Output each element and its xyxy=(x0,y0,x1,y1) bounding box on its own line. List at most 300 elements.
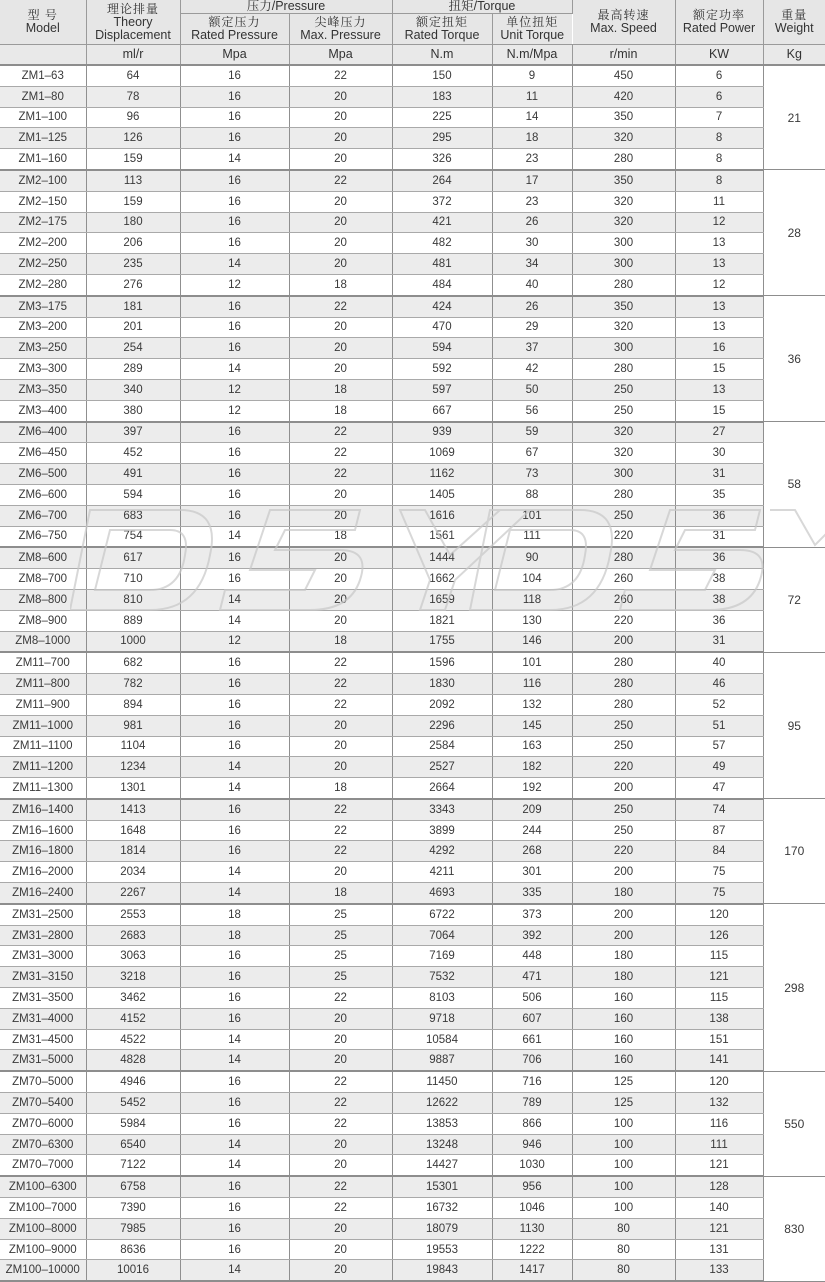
table-row xyxy=(0,464,825,485)
cell-unit-torque: 1030 xyxy=(492,1155,572,1176)
cell-rated-torque: 7169 xyxy=(392,946,492,967)
table-row xyxy=(0,1239,825,1260)
cell-rated-power: 13 xyxy=(675,379,763,400)
cell-displacement: 380 xyxy=(86,400,180,421)
table-row xyxy=(0,631,825,652)
cell-max-pressure: 20 xyxy=(289,1218,392,1239)
cell-rated-torque: 11450 xyxy=(392,1071,492,1092)
cell-unit-torque: 1046 xyxy=(492,1198,572,1219)
cell-max-speed: 250 xyxy=(572,505,675,526)
cell-max-speed: 250 xyxy=(572,799,675,820)
header-rated-power-cn: 额定功率 xyxy=(693,8,746,22)
cell-rated-torque: 19553 xyxy=(392,1239,492,1260)
cell-unit-torque: 1417 xyxy=(492,1260,572,1281)
header-rated-torque xyxy=(392,14,492,45)
unit-weight: Kg xyxy=(763,45,825,66)
cell-rated-torque: 16732 xyxy=(392,1198,492,1219)
cell-max-pressure: 20 xyxy=(289,547,392,568)
cell-displacement: 5452 xyxy=(86,1093,180,1114)
cell-rated-pressure: 12 xyxy=(180,400,289,421)
cell-rated-torque: 19843 xyxy=(392,1260,492,1281)
cell-rated-pressure: 16 xyxy=(180,736,289,757)
cell-model: ZM3–250 xyxy=(0,338,86,359)
cell-displacement: 1301 xyxy=(86,778,180,799)
cell-rated-torque: 421 xyxy=(392,212,492,233)
table-row xyxy=(0,379,825,400)
cell-rated-torque: 481 xyxy=(392,254,492,275)
cell-model: ZM100–10000 xyxy=(0,1260,86,1281)
cell-unit-torque: 101 xyxy=(492,505,572,526)
cell-max-pressure: 22 xyxy=(289,820,392,841)
cell-rated-torque: 1561 xyxy=(392,526,492,547)
cell-model: ZM31–3150 xyxy=(0,967,86,988)
cell-rated-pressure: 18 xyxy=(180,925,289,946)
cell-rated-pressure: 14 xyxy=(180,610,289,631)
cell-displacement: 289 xyxy=(86,359,180,380)
cell-max-pressure: 20 xyxy=(289,86,392,107)
cell-model: ZM1–160 xyxy=(0,149,86,170)
cell-rated-pressure: 16 xyxy=(180,1071,289,1092)
cell-max-speed: 420 xyxy=(572,86,675,107)
header-max-speed-cn: 最高转速 xyxy=(597,8,650,22)
cell-weight: 58 xyxy=(763,422,825,548)
cell-rated-power: 126 xyxy=(675,925,763,946)
cell-displacement: 2553 xyxy=(86,904,180,925)
header-model xyxy=(0,0,86,45)
cell-rated-torque: 1821 xyxy=(392,610,492,631)
cell-unit-torque: 17 xyxy=(492,170,572,191)
cell-rated-power: 46 xyxy=(675,674,763,695)
unit-rated-power: KW xyxy=(675,45,763,66)
cell-rated-torque: 4211 xyxy=(392,862,492,883)
cell-model: ZM6–700 xyxy=(0,505,86,526)
cell-unit-torque: 111 xyxy=(492,526,572,547)
cell-max-pressure: 20 xyxy=(289,317,392,338)
table-row xyxy=(0,1029,825,1050)
cell-model: ZM70–6300 xyxy=(0,1134,86,1155)
cell-rated-pressure: 16 xyxy=(180,799,289,820)
cell-displacement: 1234 xyxy=(86,757,180,778)
cell-rated-torque: 9718 xyxy=(392,1008,492,1029)
cell-max-pressure: 20 xyxy=(289,862,392,883)
cell-rated-power: 132 xyxy=(675,1093,763,1114)
cell-max-pressure: 20 xyxy=(289,338,392,359)
table-row xyxy=(0,547,825,568)
cell-rated-power: 133 xyxy=(675,1260,763,1281)
cell-rated-torque: 1444 xyxy=(392,547,492,568)
cell-rated-pressure: 16 xyxy=(180,338,289,359)
cell-max-speed: 250 xyxy=(572,736,675,757)
cell-model: ZM3–350 xyxy=(0,379,86,400)
table-row xyxy=(0,170,825,191)
cell-rated-pressure: 14 xyxy=(180,526,289,547)
cell-max-pressure: 25 xyxy=(289,946,392,967)
cell-max-speed: 350 xyxy=(572,170,675,191)
cell-model: ZM100–9000 xyxy=(0,1239,86,1260)
table-row xyxy=(0,1260,825,1281)
cell-max-speed: 260 xyxy=(572,589,675,610)
cell-rated-pressure: 14 xyxy=(180,862,289,883)
cell-rated-power: 47 xyxy=(675,778,763,799)
header-unit-torque-en: Unit Torque xyxy=(500,28,565,42)
cell-rated-power: 38 xyxy=(675,569,763,590)
cell-unit-torque: 37 xyxy=(492,338,572,359)
cell-model: ZM1–125 xyxy=(0,128,86,149)
cell-max-speed: 200 xyxy=(572,631,675,652)
cell-rated-torque: 18079 xyxy=(392,1218,492,1239)
header-rated-pressure-en: Rated Pressure xyxy=(191,28,278,42)
cell-unit-torque: 661 xyxy=(492,1029,572,1050)
cell-weight: 28 xyxy=(763,170,825,296)
cell-model: ZM6–750 xyxy=(0,526,86,547)
cell-max-pressure: 22 xyxy=(289,422,392,443)
cell-rated-power: 84 xyxy=(675,841,763,862)
cell-max-speed: 180 xyxy=(572,883,675,904)
cell-max-pressure: 20 xyxy=(289,505,392,526)
cell-max-speed: 100 xyxy=(572,1113,675,1134)
cell-max-speed: 180 xyxy=(572,967,675,988)
cell-model: ZM70–7000 xyxy=(0,1155,86,1176)
cell-max-pressure: 22 xyxy=(289,1071,392,1092)
cell-rated-torque: 2092 xyxy=(392,694,492,715)
cell-displacement: 4522 xyxy=(86,1029,180,1050)
cell-model: ZM70–6000 xyxy=(0,1113,86,1134)
cell-model: ZM31–2800 xyxy=(0,925,86,946)
cell-displacement: 3218 xyxy=(86,967,180,988)
cell-max-speed: 80 xyxy=(572,1239,675,1260)
header-weight xyxy=(763,0,825,45)
cell-rated-pressure: 16 xyxy=(180,1239,289,1260)
table-row xyxy=(0,128,825,149)
cell-rated-torque: 15301 xyxy=(392,1176,492,1197)
cell-unit-torque: 73 xyxy=(492,464,572,485)
header-displacement xyxy=(86,0,180,45)
cell-max-speed: 320 xyxy=(572,212,675,233)
table-row xyxy=(0,610,825,631)
cell-displacement: 206 xyxy=(86,233,180,254)
cell-max-pressure: 20 xyxy=(289,254,392,275)
cell-model: ZM16–1800 xyxy=(0,841,86,862)
cell-rated-torque: 12622 xyxy=(392,1093,492,1114)
cell-rated-power: 75 xyxy=(675,883,763,904)
table-row xyxy=(0,569,825,590)
header-rated-torque-cn: 额定扭矩 xyxy=(415,15,468,29)
cell-displacement: 594 xyxy=(86,484,180,505)
cell-displacement: 3063 xyxy=(86,946,180,967)
cell-rated-power: 16 xyxy=(675,338,763,359)
cell-rated-pressure: 16 xyxy=(180,569,289,590)
cell-unit-torque: 1222 xyxy=(492,1239,572,1260)
cell-unit-torque: 506 xyxy=(492,988,572,1009)
cell-rated-power: 120 xyxy=(675,1071,763,1092)
cell-rated-power: 36 xyxy=(675,610,763,631)
cell-unit-torque: 88 xyxy=(492,484,572,505)
cell-rated-pressure: 16 xyxy=(180,967,289,988)
cell-max-speed: 250 xyxy=(572,715,675,736)
cell-unit-torque: 90 xyxy=(492,547,572,568)
cell-unit-torque: 789 xyxy=(492,1093,572,1114)
table-row xyxy=(0,1050,825,1071)
cell-max-speed: 280 xyxy=(572,149,675,170)
table-row xyxy=(0,1134,825,1155)
cell-max-speed: 100 xyxy=(572,1198,675,1219)
cell-unit-torque: 392 xyxy=(492,925,572,946)
cell-rated-torque: 6722 xyxy=(392,904,492,925)
cell-unit-torque: 26 xyxy=(492,296,572,317)
cell-max-speed: 320 xyxy=(572,191,675,212)
header-max-speed xyxy=(572,0,675,45)
cell-unit-torque: 101 xyxy=(492,652,572,673)
cell-model: ZM31–2500 xyxy=(0,904,86,925)
cell-model: ZM3–400 xyxy=(0,400,86,421)
cell-rated-pressure: 12 xyxy=(180,379,289,400)
cell-rated-torque: 1616 xyxy=(392,505,492,526)
cell-rated-power: 11 xyxy=(675,191,763,212)
table-row xyxy=(0,191,825,212)
cell-unit-torque: 956 xyxy=(492,1176,572,1197)
cell-displacement: 1648 xyxy=(86,820,180,841)
cell-unit-torque: 163 xyxy=(492,736,572,757)
cell-model: ZM8–700 xyxy=(0,569,86,590)
cell-max-pressure: 20 xyxy=(289,589,392,610)
cell-max-pressure: 20 xyxy=(289,1239,392,1260)
cell-unit-torque: 14 xyxy=(492,107,572,128)
cell-displacement: 2683 xyxy=(86,925,180,946)
cell-displacement: 254 xyxy=(86,338,180,359)
table-row xyxy=(0,1155,825,1176)
cell-displacement: 113 xyxy=(86,170,180,191)
cell-max-pressure: 22 xyxy=(289,988,392,1009)
cell-displacement: 682 xyxy=(86,652,180,673)
cell-rated-pressure: 14 xyxy=(180,1050,289,1071)
cell-max-pressure: 22 xyxy=(289,464,392,485)
cell-model: ZM8–1000 xyxy=(0,631,86,652)
cell-rated-pressure: 16 xyxy=(180,128,289,149)
cell-unit-torque: 116 xyxy=(492,674,572,695)
cell-displacement: 7985 xyxy=(86,1218,180,1239)
cell-max-pressure: 22 xyxy=(289,1198,392,1219)
header-max-speed-en: Max. Speed xyxy=(590,21,657,35)
header-max-pressure xyxy=(289,14,392,45)
cell-rated-torque: 10584 xyxy=(392,1029,492,1050)
cell-rated-torque: 1405 xyxy=(392,484,492,505)
cell-weight: 298 xyxy=(763,904,825,1071)
cell-max-pressure: 22 xyxy=(289,694,392,715)
cell-model: ZM3–200 xyxy=(0,317,86,338)
cell-rated-power: 8 xyxy=(675,128,763,149)
cell-max-pressure: 20 xyxy=(289,715,392,736)
cell-unit-torque: 716 xyxy=(492,1071,572,1092)
cell-displacement: 276 xyxy=(86,274,180,295)
header-displacement-en2: Displacement xyxy=(95,27,171,42)
cell-max-speed: 450 xyxy=(572,65,675,86)
cell-rated-torque: 1162 xyxy=(392,464,492,485)
cell-weight: 170 xyxy=(763,799,825,904)
cell-unit-torque: 50 xyxy=(492,379,572,400)
cell-displacement: 126 xyxy=(86,128,180,149)
table-row xyxy=(0,317,825,338)
cell-max-speed: 100 xyxy=(572,1155,675,1176)
cell-rated-pressure: 14 xyxy=(180,589,289,610)
cell-model: ZM11–800 xyxy=(0,674,86,695)
cell-rated-power: 140 xyxy=(675,1198,763,1219)
cell-displacement: 452 xyxy=(86,443,180,464)
cell-displacement: 7122 xyxy=(86,1155,180,1176)
table-row xyxy=(0,967,825,988)
cell-rated-power: 31 xyxy=(675,526,763,547)
cell-unit-torque: 866 xyxy=(492,1113,572,1134)
table-row xyxy=(0,862,825,883)
header-rated-power xyxy=(675,0,763,45)
cell-max-pressure: 20 xyxy=(289,1050,392,1071)
cell-rated-power: 131 xyxy=(675,1239,763,1260)
cell-rated-pressure: 16 xyxy=(180,715,289,736)
cell-max-pressure: 22 xyxy=(289,674,392,695)
cell-model: ZM100–7000 xyxy=(0,1198,86,1219)
table-row xyxy=(0,526,825,547)
cell-max-speed: 80 xyxy=(572,1260,675,1281)
cell-rated-pressure: 12 xyxy=(180,274,289,295)
cell-max-pressure: 20 xyxy=(289,128,392,149)
cell-model: ZM31–3000 xyxy=(0,946,86,967)
cell-rated-pressure: 14 xyxy=(180,883,289,904)
cell-unit-torque: 118 xyxy=(492,589,572,610)
cell-max-pressure: 18 xyxy=(289,778,392,799)
cell-max-pressure: 20 xyxy=(289,107,392,128)
cell-unit-torque: 56 xyxy=(492,400,572,421)
header-unit-torque-cn: 单位扭矩 xyxy=(506,15,559,29)
cell-unit-torque: 268 xyxy=(492,841,572,862)
cell-model: ZM31–5000 xyxy=(0,1050,86,1071)
cell-model: ZM70–5400 xyxy=(0,1093,86,1114)
cell-rated-torque: 8103 xyxy=(392,988,492,1009)
cell-max-speed: 200 xyxy=(572,778,675,799)
cell-displacement: 6540 xyxy=(86,1134,180,1155)
cell-max-speed: 220 xyxy=(572,526,675,547)
unit-rated-torque: N.m xyxy=(392,45,492,66)
cell-rated-torque: 3343 xyxy=(392,799,492,820)
cell-rated-power: 31 xyxy=(675,464,763,485)
cell-max-pressure: 20 xyxy=(289,233,392,254)
cell-rated-pressure: 16 xyxy=(180,464,289,485)
cell-model: ZM1–80 xyxy=(0,86,86,107)
table-row xyxy=(0,65,825,86)
cell-max-pressure: 22 xyxy=(289,841,392,862)
cell-rated-pressure: 16 xyxy=(180,191,289,212)
cell-displacement: 617 xyxy=(86,547,180,568)
table-header xyxy=(0,0,825,65)
cell-displacement: 491 xyxy=(86,464,180,485)
cell-weight: 550 xyxy=(763,1071,825,1176)
cell-displacement: 235 xyxy=(86,254,180,275)
cell-max-speed: 300 xyxy=(572,233,675,254)
cell-rated-power: 7 xyxy=(675,107,763,128)
cell-rated-power: 111 xyxy=(675,1134,763,1155)
cell-model: ZM100–8000 xyxy=(0,1218,86,1239)
cell-rated-pressure: 16 xyxy=(180,652,289,673)
cell-rated-pressure: 12 xyxy=(180,631,289,652)
cell-max-pressure: 20 xyxy=(289,149,392,170)
cell-max-pressure: 18 xyxy=(289,400,392,421)
cell-rated-pressure: 16 xyxy=(180,988,289,1009)
table-body xyxy=(0,65,825,1281)
cell-max-pressure: 22 xyxy=(289,443,392,464)
cell-unit-torque: 29 xyxy=(492,317,572,338)
header-pressure-group: 压力/Pressure xyxy=(180,0,392,14)
cell-max-speed: 125 xyxy=(572,1093,675,1114)
cell-model: ZM1–63 xyxy=(0,65,86,86)
cell-displacement: 5984 xyxy=(86,1113,180,1134)
cell-model: ZM100–6300 xyxy=(0,1176,86,1197)
header-max-pressure-cn: 尖峰压力 xyxy=(314,15,367,29)
cell-rated-power: 121 xyxy=(675,1218,763,1239)
cell-rated-torque: 225 xyxy=(392,107,492,128)
cell-displacement: 889 xyxy=(86,610,180,631)
cell-displacement: 159 xyxy=(86,191,180,212)
header-torque-group: 扭矩/Torque xyxy=(392,0,572,14)
cell-rated-power: 15 xyxy=(675,359,763,380)
cell-model: ZM2–280 xyxy=(0,274,86,295)
table-row xyxy=(0,443,825,464)
cell-unit-torque: 42 xyxy=(492,359,572,380)
cell-rated-pressure: 16 xyxy=(180,547,289,568)
cell-unit-torque: 209 xyxy=(492,799,572,820)
cell-rated-torque: 9887 xyxy=(392,1050,492,1071)
table-row xyxy=(0,86,825,107)
cell-rated-torque: 14427 xyxy=(392,1155,492,1176)
cell-max-speed: 80 xyxy=(572,1218,675,1239)
cell-rated-torque: 4292 xyxy=(392,841,492,862)
table-row xyxy=(0,1113,825,1134)
cell-rated-pressure: 16 xyxy=(180,694,289,715)
cell-rated-pressure: 16 xyxy=(180,1093,289,1114)
cell-rated-torque: 1830 xyxy=(392,674,492,695)
cell-rated-power: 74 xyxy=(675,799,763,820)
cell-max-pressure: 18 xyxy=(289,631,392,652)
cell-rated-power: 121 xyxy=(675,967,763,988)
table-row xyxy=(0,757,825,778)
cell-max-speed: 160 xyxy=(572,988,675,1009)
cell-max-pressure: 20 xyxy=(289,569,392,590)
cell-max-speed: 350 xyxy=(572,296,675,317)
cell-rated-pressure: 16 xyxy=(180,212,289,233)
table-row xyxy=(0,904,825,925)
cell-max-pressure: 22 xyxy=(289,170,392,191)
cell-rated-pressure: 16 xyxy=(180,674,289,695)
table-row xyxy=(0,400,825,421)
header-rated-pressure-cn: 额定压力 xyxy=(208,15,261,29)
header-unit-torque xyxy=(492,14,572,45)
cell-rated-pressure: 16 xyxy=(180,170,289,191)
cell-rated-torque: 295 xyxy=(392,128,492,149)
cell-model: ZM2–175 xyxy=(0,212,86,233)
cell-max-speed: 250 xyxy=(572,379,675,400)
cell-rated-torque: 1755 xyxy=(392,631,492,652)
table-row xyxy=(0,107,825,128)
table-row xyxy=(0,1198,825,1219)
header-weight-cn: 重量 xyxy=(781,8,808,22)
unit-model-blank xyxy=(0,45,86,66)
cell-rated-torque: 482 xyxy=(392,233,492,254)
cell-max-pressure: 20 xyxy=(289,484,392,505)
cell-unit-torque: 11 xyxy=(492,86,572,107)
cell-rated-power: 38 xyxy=(675,589,763,610)
cell-max-speed: 160 xyxy=(572,1008,675,1029)
cell-displacement: 78 xyxy=(86,86,180,107)
cell-rated-torque: 326 xyxy=(392,149,492,170)
cell-max-speed: 250 xyxy=(572,400,675,421)
cell-displacement: 1000 xyxy=(86,631,180,652)
